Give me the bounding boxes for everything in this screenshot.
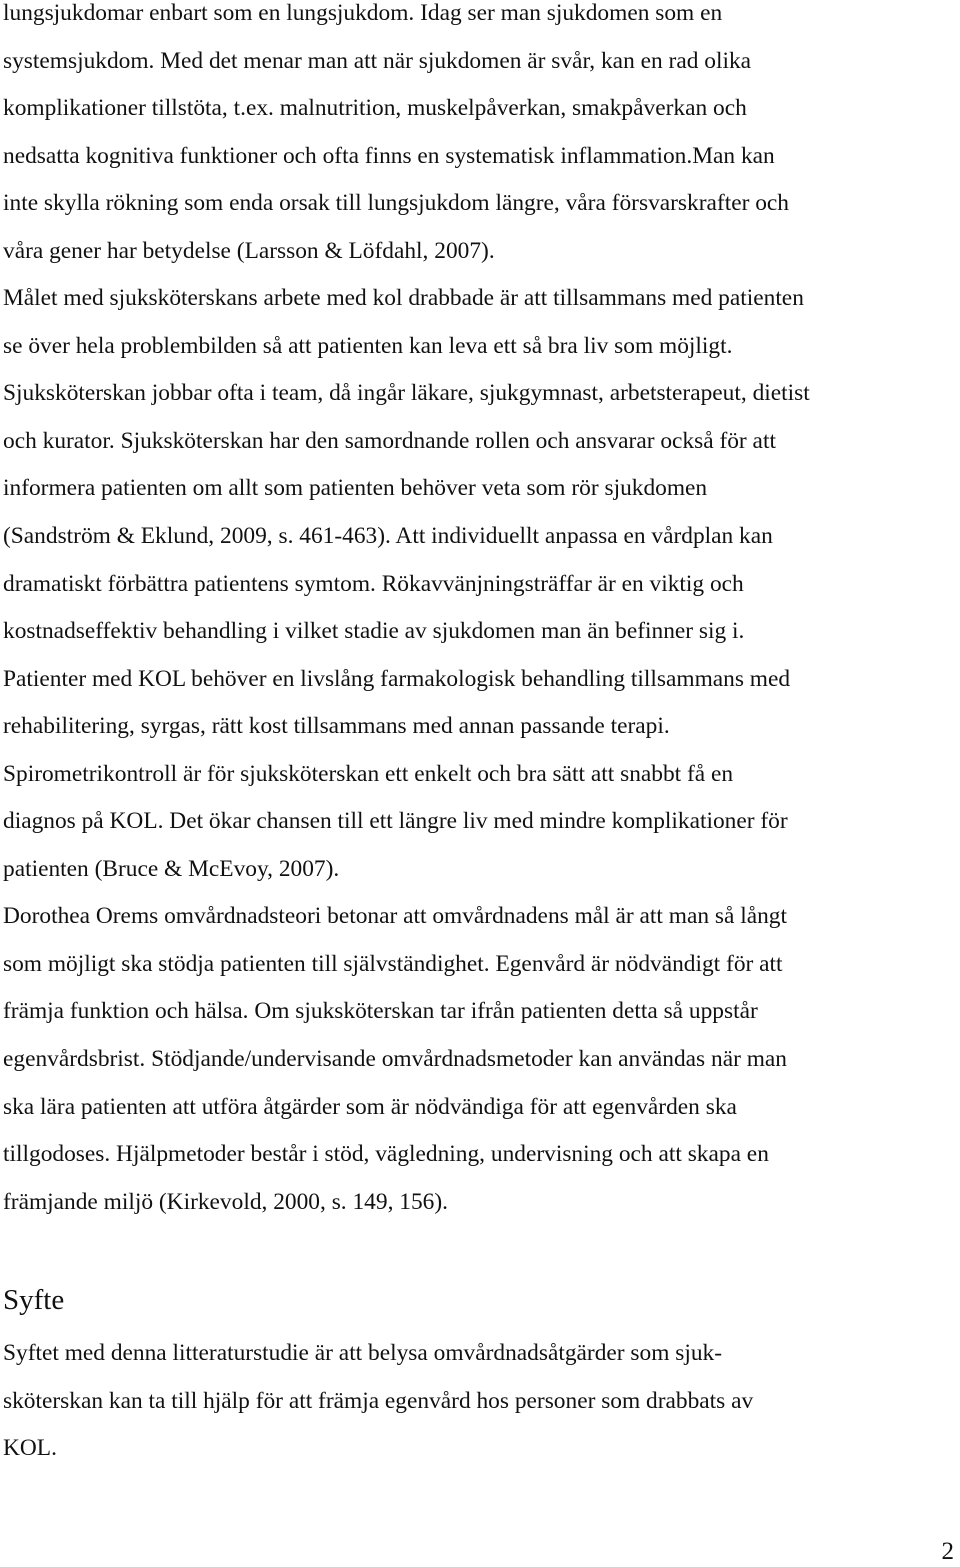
text-line: inte skylla rökning som enda orsak till lungsjukdom längre, våra försvarskrafter och (3, 190, 789, 217)
text-line: Dorothea Orems omvårdnadsteori betonar att omvårdnadens mål är att man så långt (3, 903, 787, 930)
text-line: KOL. (3, 1435, 57, 1462)
text-line: kostnadseffektiv behandling i vilket stadie av sjukdomen man än befinner sig i. (3, 618, 745, 645)
text-line: systemsjukdom. Med det menar man att när sjukdomen är svår, kan en rad olika (3, 47, 752, 74)
page-number: 2 (941, 1538, 954, 1565)
text-line: lungsjukdomar enbart som en lungsjukdom. Idag ser man sjukdomen som en (3, 0, 723, 26)
text-line: sköterskan kan ta till hjälp för att främja egenvård hos personer som drabbats av (3, 1387, 754, 1414)
text-line: Målet med sjuksköterskans arbete med kol drabbade är att tillsammans med patienten (3, 285, 804, 312)
section-text-block (3, 1330, 948, 1473)
text-line: komplikationer tillstöta, t.ex. malnutrition, muskelpåverkan, smakpåverkan och (3, 95, 747, 122)
text-line: egenvårdsbrist. Stödjande/undervisande omvårdnadsmetoder kan användas när man (3, 1046, 787, 1073)
text-line: ska lära patienten att utföra åtgärder som är nödvändiga för att egenvården ska (3, 1093, 737, 1120)
text-line: våra gener har betydelse (Larsson & Löfdahl, 2007). (3, 237, 495, 264)
text-line: främja funktion och hälsa. Om sjuksköterskan tar ifrån patienten detta så uppstår (3, 998, 758, 1025)
text-line: se över hela problembilden så att patienten kan leva ett så bra liv som möjligt. (3, 332, 733, 359)
text-line: tillgodoses. Hjälpmetoder består i stöd, vägledning, undervisning och att skapa en (3, 1141, 769, 1168)
text-line: Sjuksköterskan jobbar ofta i team, då ingår läkare, sjukgymnast, arbetsterapeut, dietist (3, 380, 810, 407)
text-line: främjande miljö (Kirkevold, 2000, s. 149, 156). (3, 1188, 448, 1215)
text-line: Syftet med denna litteraturstudie är att belysa omvårdnadsåtgärder som sjuk- (3, 1340, 723, 1366)
text-line: informera patienten om allt som patienten behöver veta som rör sjukdomen (3, 475, 708, 502)
text-line: diagnos på KOL. Det ökar chansen till ett längre liv med mindre komplikationer för (3, 808, 788, 835)
text-line: nedsatta kognitiva funktioner och ofta finns en systematisk inflammation.Man kan (3, 142, 775, 169)
text-line: rehabilitering, syrgas, rätt kost tillsammans med annan passande terapi. (3, 713, 670, 740)
text-line: Spirometrikontroll är för sjuksköterskan ett enkelt och bra sätt att snabbt få en (3, 760, 734, 787)
text-line: och kurator. Sjuksköterskan har den samordnande rollen och ansvarar också för att (3, 427, 776, 454)
text-line: som möjligt ska stödja patienten till självständighet. Egenvård är nödvändigt för att (3, 950, 783, 977)
text-line: dramatiskt förbättra patientens symtom. Rökavvänjningsträffar är en viktig och (3, 570, 744, 597)
body-text-block (3, 0, 948, 1226)
text-line: (Sandström & Eklund, 2009, s. 461-463). Att individuellt anpassa en vårdplan kan (3, 523, 773, 550)
text-line: patienten (Bruce & McEvoy, 2007). (3, 855, 340, 882)
text-line: Patienter med KOL behöver en livslång farmakologisk behandling tillsammans med (3, 665, 791, 692)
section-heading: Syfte (3, 1284, 65, 1316)
